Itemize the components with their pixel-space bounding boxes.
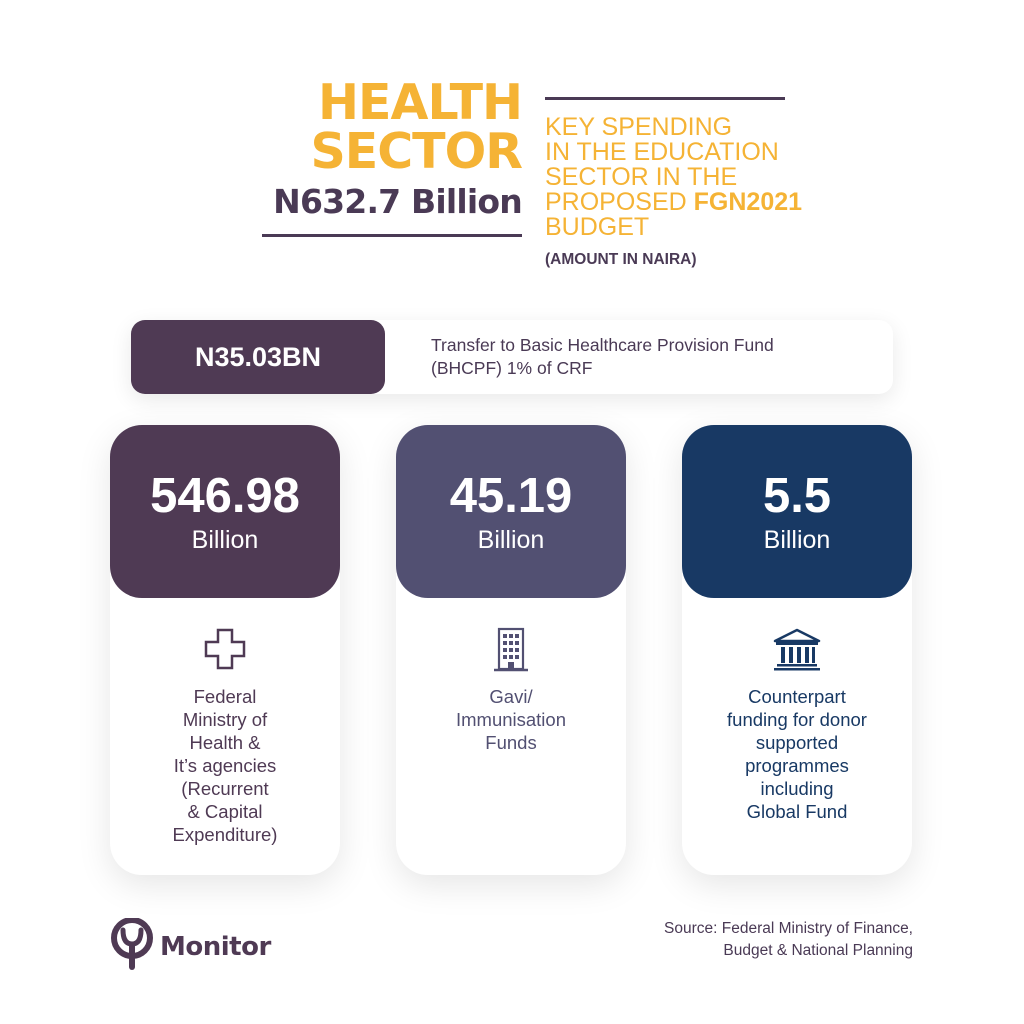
source-line: Budget & National Planning: [723, 942, 913, 959]
subtitle-line: [545, 190, 815, 215]
card-label-line: Global Fund: [746, 801, 848, 822]
bank-icon: [772, 627, 822, 676]
source-note: [664, 918, 913, 962]
transfer-amount: N35.03BN: [194, 341, 322, 372]
card-label: [130, 685, 320, 846]
page-title-line2: SECTOR: [310, 123, 522, 180]
card-label-line: Health &: [189, 732, 261, 753]
building-icon: [493, 627, 529, 678]
card-unit: Billion: [477, 526, 545, 554]
transfer-description: [431, 334, 851, 380]
transfer-bar: [131, 320, 893, 394]
subtitle-line: BUDGET: [545, 213, 650, 241]
card-label-line: It’s agencies: [173, 755, 277, 776]
spending-card-counterpart-funding: [682, 425, 912, 875]
card-label-line: & Capital: [187, 801, 263, 822]
transfer-description-line: (BHCPF) 1% of CRF: [431, 358, 593, 378]
card-label-line: Expenditure): [172, 824, 278, 845]
monitor-logo[interactable]: [110, 920, 271, 974]
card-value: 546.98: [150, 469, 300, 523]
card-label: [416, 685, 606, 754]
card-label-line: Counterpart: [748, 686, 846, 707]
subtitle-text: PROPOSED: [545, 188, 694, 216]
card-label-line: Federal: [193, 686, 257, 707]
card-label-line: programmes: [745, 755, 849, 776]
header-subtitle: [545, 115, 815, 240]
spending-card-ministry-of-health: [110, 425, 340, 875]
card-value: 45.19: [449, 469, 573, 523]
subtitle-line: IN THE EDUCATION: [545, 138, 779, 166]
card-label-line: funding for donor: [727, 709, 867, 730]
header-divider-bottom: [262, 234, 522, 237]
card-header: [396, 425, 626, 598]
subtitle-line: SECTOR IN THE: [545, 163, 738, 191]
monitor-logo-icon: [110, 918, 154, 977]
total-amount: N632.7 Billion: [273, 182, 522, 221]
card-label-line: Gavi/: [489, 686, 533, 707]
card-label-line: (Recurrent: [181, 778, 269, 799]
transfer-description-line: Transfer to Basic Healthcare Provision Fund: [431, 335, 774, 355]
header-left: [262, 74, 522, 222]
card-unit: Billion: [191, 526, 259, 554]
card-header: [110, 425, 340, 598]
header-divider-top: [545, 97, 785, 100]
card-header: [682, 425, 912, 598]
card-label-line: including: [760, 778, 834, 799]
medical-cross-icon: [203, 627, 247, 676]
spending-card-gavi-immunisation: [396, 425, 626, 875]
card-label-line: Ministry of: [182, 709, 268, 730]
source-line: Source: Federal Ministry of Finance,: [664, 920, 913, 937]
monitor-logo-text: Monitor: [160, 932, 271, 962]
card-label-line: Immunisation: [455, 709, 566, 730]
card-unit: Billion: [763, 526, 831, 554]
unit-note: (AMOUNT IN NAIRA): [545, 251, 697, 268]
card-label-line: supported: [755, 732, 839, 753]
transfer-amount-pill: [131, 320, 385, 394]
subtitle-line: KEY SPENDING: [545, 113, 733, 141]
card-label: [702, 685, 892, 823]
card-value: 5.5: [762, 469, 832, 523]
page-title-line1: HEALTH: [318, 74, 522, 131]
subtitle-budget-year: FGN2021: [693, 188, 803, 216]
card-label-line: Funds: [485, 732, 537, 753]
